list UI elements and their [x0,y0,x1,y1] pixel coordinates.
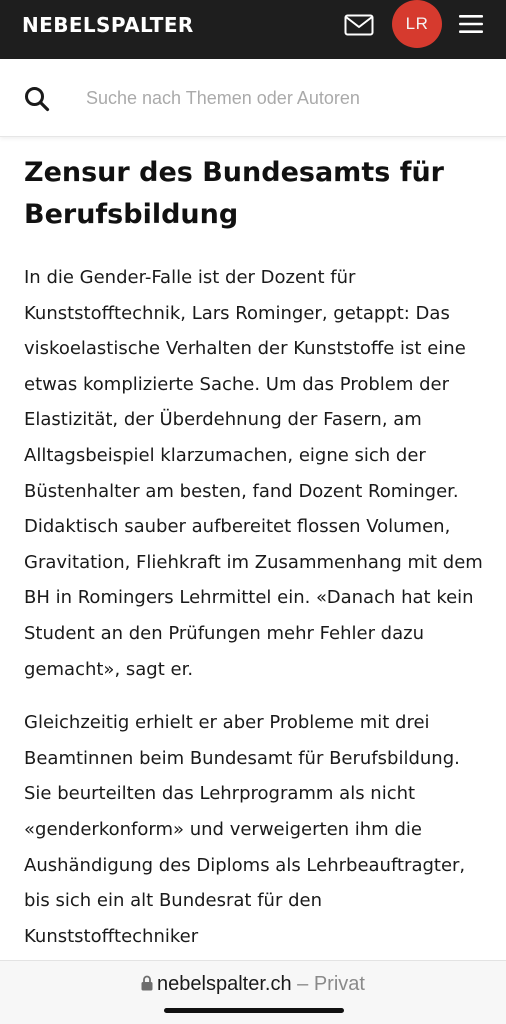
mail-button[interactable] [343,9,375,41]
browser-address-bar[interactable] [0,960,506,1024]
url-row[interactable] [0,973,506,996]
user-avatar[interactable] [392,0,442,48]
lock-icon [141,975,153,991]
search-bar [0,59,506,137]
mail-icon [344,14,374,36]
article-paragraph: Gleichzeitig erhielt er aber Probleme mit drei Beamtinnen beim Bundesamt für Berufsbildung. Sie beurteilten das Lehrprogramm als nicht «genderkonform» und verweigerten ihm die Aushändigung des Diploms als Lehrbeauftragter, bis sich ein alt Bundesrat für den Kunststofftechniker [24,712,466,947]
home-indicator[interactable] [164,1008,344,1013]
site-logo[interactable]: NEBELSPALTER [22,13,194,37]
article-title: Zensur des Bundesamts für Berufsbildung [24,157,444,230]
hamburger-menu-icon [459,14,483,34]
search-input[interactable] [86,81,476,115]
private-mode-label: Privat [313,973,365,995]
article [24,152,486,972]
menu-button[interactable] [458,11,484,37]
avatar-initials: LR [405,14,429,33]
site-header [0,0,506,59]
article-paragraph: In die Gender-Falle ist der Dozent für Kunststofftechnik, Lars Rominger, getappt: Das viskoelastische Verhalten der Kunststoffe ist eine etwas komplizierte Sache. Um das Problem der Elastizität, der Überdehnung der Fasern, am Alltagsbeispiel klarzumachen, eigne sich der Büstenhalter am besten, fand Dozent Rominger. Didaktisch sauber aufbereitet flossen Volumen, Gravitation, Fliehkraft im Zusammenhang mit dem BH in Romingers Lehrmittel ein. «Danach hat kein Student an den Prüfungen mehr Fehler dazu gemacht», sagt er. [24,267,483,680]
url-text: nebelspalter.ch [157,973,292,995]
search-icon[interactable] [24,86,50,112]
url-separator: – [297,973,309,995]
